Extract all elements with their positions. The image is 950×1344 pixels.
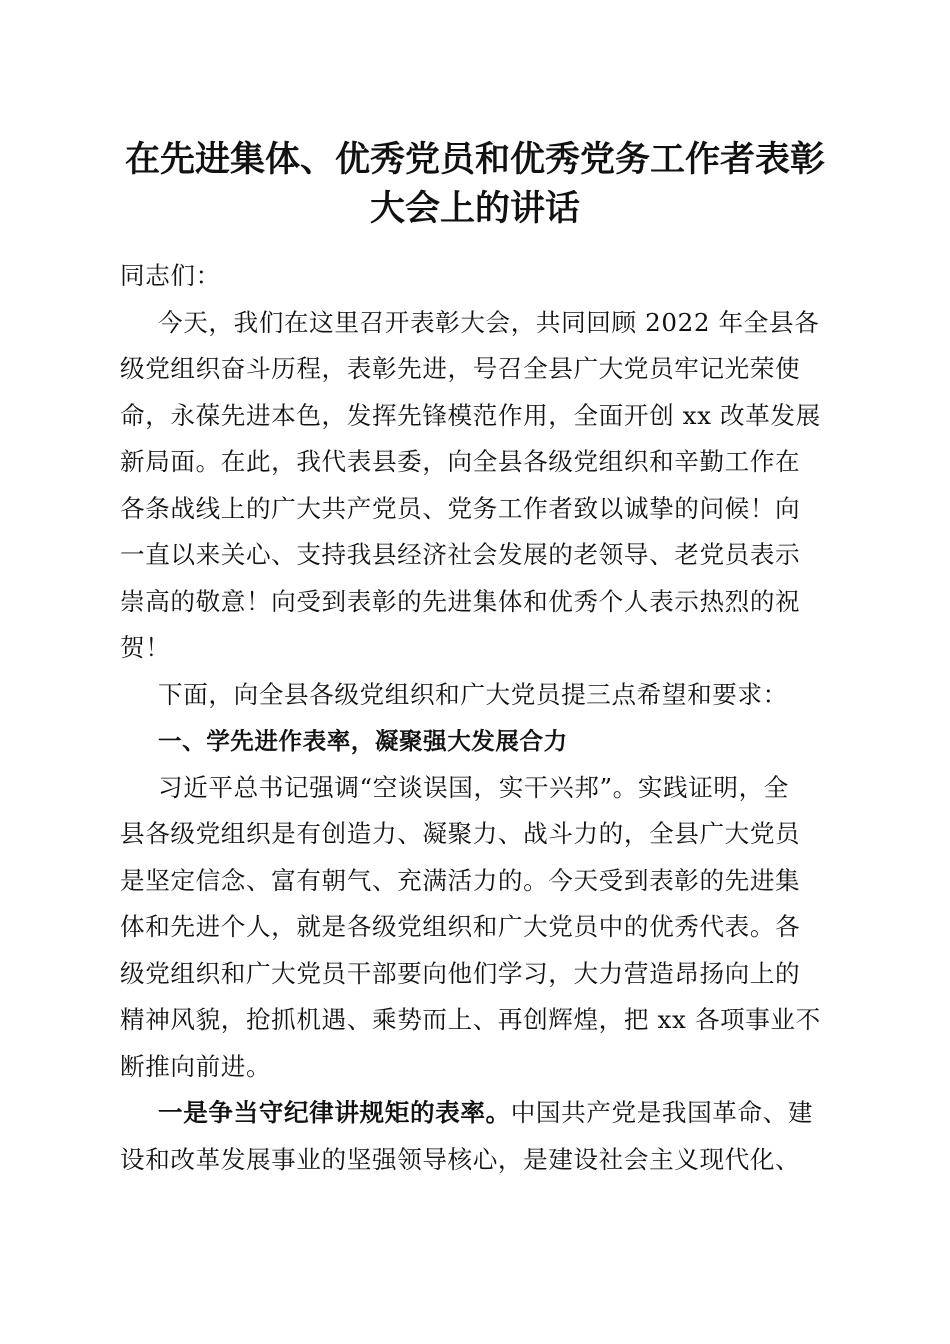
paragraph-4-line-2: 设和改革发展事业的坚强领导核心，是建设社会主义现代化、 — [120, 1144, 801, 1174]
document-body — [120, 253, 830, 1183]
paragraph-3-line: 精神风貌，抢抓机遇、乘势而上、再创辉煌，把 xx 各项事业不 — [120, 1005, 821, 1034]
paragraph-1-line: 崇高的敬意！向受到表彰的先进集体和优秀个人表示热烈的祝 — [120, 586, 801, 616]
paragraph-3-line: 是坚定信念、富有朝气、充满活力的。今天受到表彰的先进集 — [120, 865, 801, 895]
salutation: 同志们： — [120, 261, 221, 290]
document-title-line-2: 大会上的讲话 — [369, 188, 580, 229]
paragraph-1-line: 一直以来关心、支持我县经济社会发展的老领导、老党员表示 — [120, 540, 801, 569]
paragraph-1-line: 命，永葆先进本色，发挥先锋模范作用，全面开创 xx 改革发展 — [120, 400, 821, 430]
paragraph-1-line: 今天，我们在这里召开表彰大会，共同回顾 2022 年全县各 — [158, 307, 820, 337]
paragraph-3-line: 习近平总书记强调“空谈误国，实干兴邦”。实践证明，全 — [158, 772, 789, 802]
paragraph-4-line-1-rest: 中国共产党是我国革命、建 — [510, 1098, 814, 1127]
paragraph-1-line: 贺！ — [120, 633, 171, 662]
paragraph-3-line: 体和先进个人，就是各级党组织和广大党员中的优秀代表。各 — [120, 912, 801, 941]
paragraph-4-lead: 一是争当守纪律讲规矩的表率。 — [158, 1098, 511, 1127]
section-heading-1: 一、学先进作表率，凝聚强大发展合力 — [158, 727, 568, 755]
paragraph-1-line: 新局面。在此，我代表县委，向全县各级党组织和辛勤工作在 — [120, 447, 801, 476]
paragraph-3-line: 断推向前进。 — [120, 1051, 272, 1081]
paragraph-2: 下面，向全县各级党组织和广大党员提三点希望和要求： — [158, 679, 788, 709]
document-title-line-1: 在先进集体、优秀党员和优秀党务工作者表彰 — [124, 139, 825, 180]
paragraph-4-line-1 — [120, 1090, 830, 1137]
paragraph-3-line: 级党组织和广大党员干部要向他们学习，大力营造昂扬向上的 — [120, 958, 801, 988]
paragraph-1-line: 各条战线上的广大共产党员、党务工作者致以诚挚的问候！向 — [120, 493, 801, 523]
paragraph-1-line: 级党组织奋斗历程，表彰先进，号召全县广大党员牢记光荣使 — [120, 354, 801, 383]
paragraph-3-line: 县各级党组织是有创造力、凝聚力、战斗力的，全县广大党员 — [120, 819, 801, 848]
